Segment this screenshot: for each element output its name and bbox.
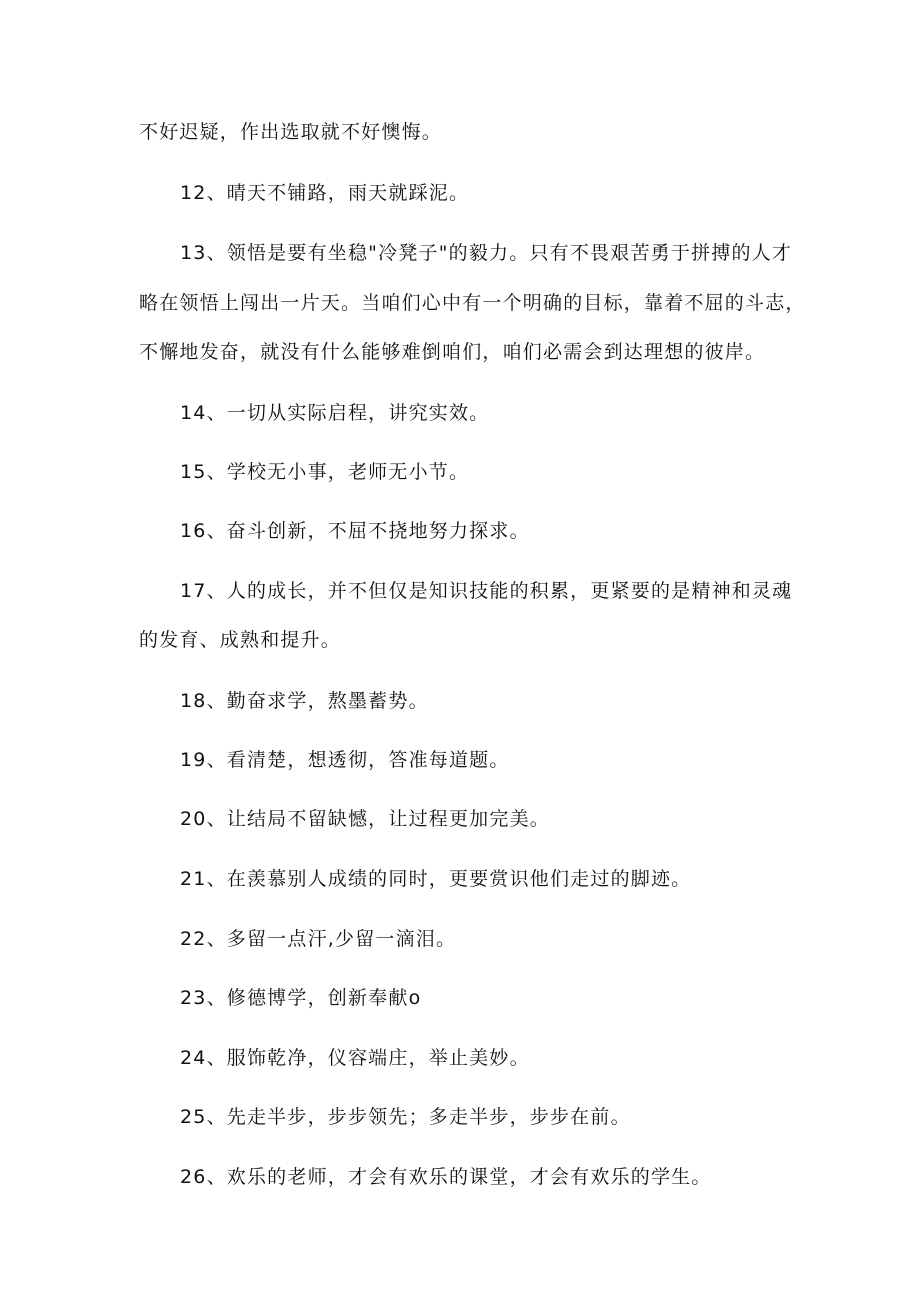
list-item-26: 26、欢乐的老师，才会有欢乐的课堂，才会有欢乐的学生。 (180, 1166, 712, 1188)
list-item-17-line-2: 的发育、成熟和提升。 (139, 629, 342, 651)
list-item-24: 24、服饰乾净，仪容端庄，举止美妙。 (180, 1047, 530, 1069)
list-item-13-line-2: 略在领悟上闯出一片天。当咱们心中有一个明确的目标，靠着不屈的斗志， (139, 292, 806, 314)
list-item-13-line-3: 不懈地发奋，就没有什么能够难倒咱们，咱们必需会到达理想的彼岸。 (139, 341, 766, 363)
list-item-14: 14、一切从实际启程，讲究实效。 (180, 402, 490, 424)
list-item-12: 12、晴天不铺路，雨天就踩泥。 (180, 182, 470, 204)
list-item-22: 22、多留一点汗,少留一滴泪。 (180, 928, 457, 950)
list-item-17-line-1: 17、人的成长，并不但仅是知识技能的积累，更紧要的是精神和灵魂 (180, 580, 793, 602)
text-line: 不好迟疑，作出选取就不好懊悔。 (139, 121, 443, 143)
list-item-15: 15、学校无小事，老师无小节。 (180, 461, 470, 483)
list-item-16: 16、奋斗创新，不屈不挠地努力探求。 (180, 520, 530, 542)
list-item-20: 20、让结局不留缺憾，让过程更加完美。 (180, 808, 550, 830)
list-item-25: 25、先走半步，步步领先；多走半步，步步在前。 (180, 1106, 631, 1128)
list-item-18: 18、勤奋求学，熬墨蓄势。 (180, 690, 429, 712)
list-item-21: 21、在羡慕别人成绩的同时，更要赏识他们走过的脚迹。 (180, 868, 692, 890)
list-item-23: 23、修德博学，创新奉献o (180, 987, 422, 1009)
list-item-19: 19、看清楚，想透彻，答准每道题。 (180, 749, 510, 771)
list-item-13-line-1: 13、领悟是要有坐稳"冷凳子"的毅力。只有不畏艰苦勇于拼搏的人才 (180, 242, 793, 264)
